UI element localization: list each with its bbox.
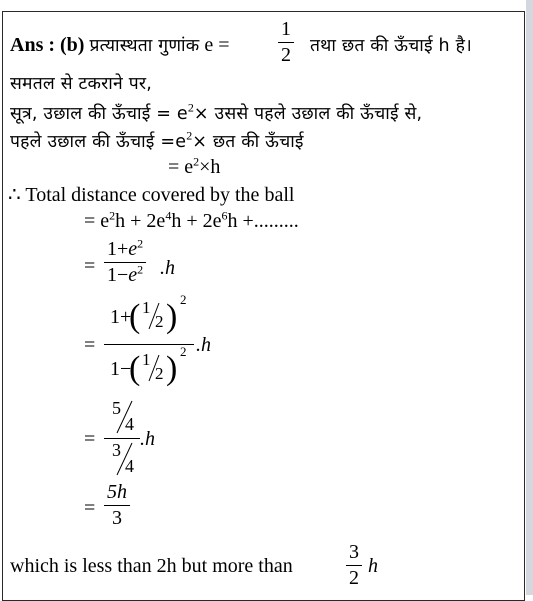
equals-sign: = bbox=[84, 255, 96, 277]
equals-sign: = bbox=[84, 497, 96, 519]
hindi-text: प्रत्यास्थता गुणांक bbox=[89, 36, 200, 56]
equals-sign: = bbox=[84, 334, 96, 356]
exponent: 2 bbox=[187, 100, 194, 115]
exponent: 2 bbox=[137, 262, 144, 277]
fraction-expression-4 bbox=[104, 480, 130, 531]
text-part: Total distance covered by the ball bbox=[25, 184, 295, 206]
conclusion-text: which is less than 2h but more than bbox=[10, 555, 293, 577]
text-part: 1+ bbox=[110, 306, 132, 328]
text-part: 1+ bbox=[107, 238, 129, 260]
fraction-three-halves bbox=[346, 540, 362, 591]
exponent: 2 bbox=[186, 128, 193, 143]
fraction-expression-3 bbox=[104, 396, 144, 482]
fraction-one-half bbox=[278, 17, 294, 68]
half-two: 2 bbox=[155, 312, 164, 331]
numerator: 1 bbox=[281, 18, 291, 40]
denominator-text: 1− bbox=[110, 358, 132, 380]
exponent: 4 bbox=[165, 208, 172, 223]
numerator: 5h bbox=[107, 481, 127, 503]
exponent: 2 bbox=[137, 236, 144, 251]
hindi-line-3 bbox=[10, 101, 422, 126]
fraction-expression-2 bbox=[104, 292, 196, 392]
therefore-symbol: ∴ bbox=[8, 184, 21, 206]
denominator bbox=[104, 263, 146, 288]
series-line bbox=[84, 209, 299, 233]
hindi-text-tail: तथा छत की ऊँचाई h है। bbox=[310, 36, 472, 56]
half-one: 1 bbox=[142, 350, 151, 369]
text-part: × छत की ऊँचाई bbox=[192, 132, 304, 152]
scrollbar[interactable] bbox=[526, 0, 533, 595]
variable-e: e bbox=[128, 264, 138, 286]
hindi-line-2: समतल से टकराने पर, bbox=[10, 74, 152, 94]
answer-label: Ans : (b) bbox=[10, 34, 85, 56]
text-part: × उससे पहले उछाल की ऊँचाई से, bbox=[193, 104, 423, 124]
exponent: 6 bbox=[221, 208, 228, 223]
text-part: = e bbox=[168, 156, 194, 178]
variable-e: e bbox=[128, 238, 138, 260]
denominator: 3 bbox=[112, 507, 122, 529]
answer-line bbox=[10, 33, 230, 58]
text-part: ×h bbox=[199, 156, 221, 178]
fraction-tail: .h bbox=[196, 334, 211, 356]
variable-e: e bbox=[204, 34, 214, 56]
text-part: h +......... bbox=[227, 210, 299, 232]
denominator-bottom: 4 bbox=[125, 456, 134, 476]
half-two: 2 bbox=[155, 364, 164, 383]
text-part: सूत्र, उछाल की ऊँचाई = e bbox=[10, 104, 188, 124]
fraction-bar bbox=[104, 438, 140, 439]
denominator: 2 bbox=[281, 44, 291, 66]
fraction-expression-1 bbox=[104, 237, 146, 288]
numerator-bottom: 4 bbox=[125, 414, 134, 434]
text-part: = e bbox=[84, 210, 110, 232]
fraction-tail: .h bbox=[160, 257, 175, 279]
half-one: 1 bbox=[142, 298, 151, 317]
right-paren: ) bbox=[166, 298, 178, 335]
numerator: 3 bbox=[349, 541, 359, 563]
text-part: h + 2e bbox=[115, 210, 166, 232]
denominator-top: 3 bbox=[112, 440, 121, 460]
text-part: 1− bbox=[107, 264, 129, 286]
exponent: 2 bbox=[180, 344, 187, 359]
solution-box bbox=[2, 11, 525, 601]
left-paren: ( bbox=[129, 350, 141, 387]
exponent: 2 bbox=[180, 292, 187, 307]
exponent: 2 bbox=[109, 208, 116, 223]
text-part: h + 2e bbox=[171, 210, 222, 232]
numerator bbox=[104, 237, 146, 262]
exponent: 2 bbox=[193, 154, 200, 169]
numerator-top: 5 bbox=[112, 398, 121, 418]
total-distance-line bbox=[8, 183, 294, 207]
equals-sign: = bbox=[218, 34, 230, 56]
equation-line-5 bbox=[168, 155, 220, 179]
hindi-line-4 bbox=[10, 129, 304, 154]
variable-h: h bbox=[368, 555, 378, 577]
fraction-tail: .h bbox=[140, 428, 155, 450]
equals-sign: = bbox=[84, 428, 96, 450]
text-part: पहले उछाल की ऊँचाई =e bbox=[10, 132, 187, 152]
denominator: 2 bbox=[349, 567, 359, 589]
right-paren: ) bbox=[166, 350, 178, 387]
left-paren: ( bbox=[129, 298, 141, 335]
